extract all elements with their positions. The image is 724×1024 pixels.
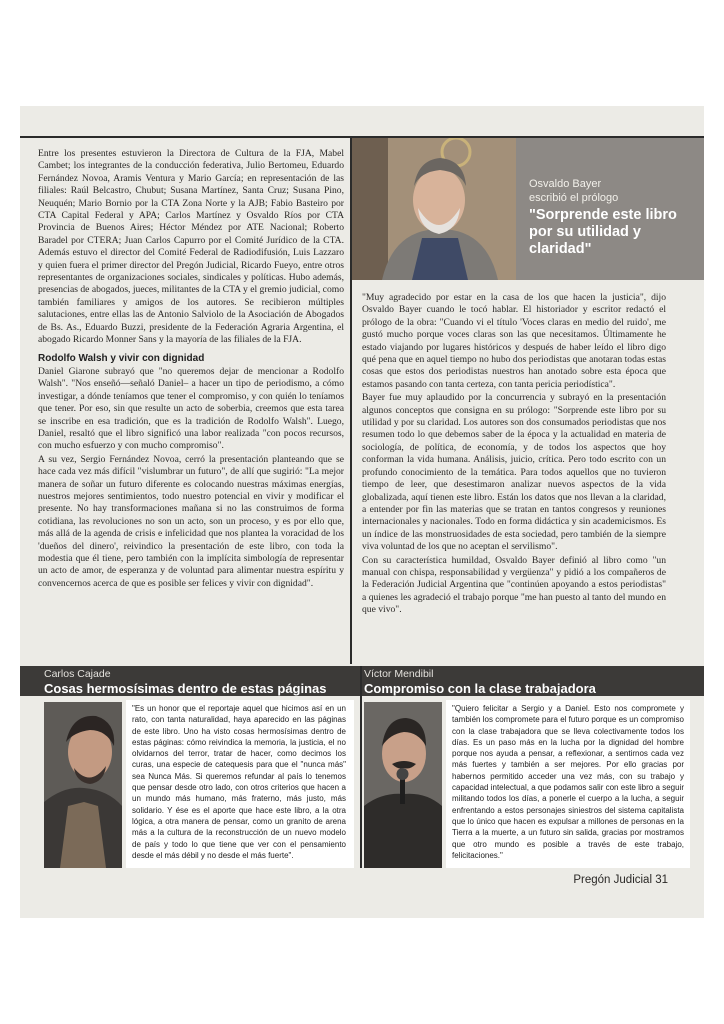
right-paragraph-3: Con su característica humildad, Osvaldo Bayer definió al libro como "un manual con chispa, responsabilidad y vergüenza" y pidió a los compañeros de la Federación Judicial Argentina que "continúen apoyando a estos periodistas" a quienes les agradeció el trabajo porque "me han puesto al tanto del mundo en que vivo".	[362, 554, 666, 616]
left-paragraph-1: Entre los presentes estuvieron la Directora de Cultura de la FJA, Mabel Cambet; los integrantes de la conducción federativa, Julio Bertomeu, Eduardo Fernández Novoa, Aramis Ventura y Mario García; en representación de las filiales: Raúl Belcastro, Chubut; Susana Martínez, Santa Cruz; Susana Pino, Neuquén; Mario Bornio por la CTA Zona Norte y la AJB; Fabio Basteiro por CTA Capital Federal y APA; Carlos Martínez y Osvaldo Ríos por CTA Provincia de Buenos Aires; Héctor Méndez por ATE Nacional; Roberto Baradel por CTERA; Juan Carlos Capurro por el Comité Jurídico de la CTA. Además estuvo el director del Comité Federal de Radiodifusión, Luis Lazzaro y quien fuera el primer director del Pregón Judicial, Ricardo Fueyo, entre otros representantes de organizaciones sociales, sindicales y políticas. Hubo además, presencias de abogados, jueces, militantes de la CTA y el gremio judicial, como también familiares y amigos de los autores. Se recibieron múltiples salutaciones, entre ellas las de Antonio Salviolo de la Asociación de Abogados de Bs. As., Eduardo Buzzi, presidente de la Federación Agraria Argentina, el abogado Ricardo Monner Sans y la mayoría de las filiales de la FJA.	[38, 148, 344, 346]
left-paragraph-2: Daniel Giarone subrayó que "no queremos dejar de mencionar a Rodolfo Walsh". "Nos enseñó—señaló Daniel– a hacer un tipo de periodismo, a cómo investigar, a dónde teníamos que tener el compromiso, y con quién lo teníamos que tener. Por eso, sin que resulte un acto de soberbia, creemos que esta tarea se inscribe en esa tradición, que es la tradición de Rodolfo Walsh". Luego, Daniel, resaltó que el libro significó una labor realizada "con pocos recursos, con mucho esfuerzo y con mucho compromiso".	[38, 365, 344, 452]
left-paragraph-3: A su vez, Sergio Fernández Novoa, cerró la presentación planteando que se hace cada vez más difícil "vislumbrar un futuro", de allí que sugirió: "La mejor manera de soñar un futuro diferente es colocando nuestras máximas energías, nuestros mejores sentimientos, todo nuestro potencial en vivir y modificar el presente. No hay transformaciones mañana si no las construimos de forma cotidiana, las revoluciones no son un acto, son un proceso, y es por ello que, más allá de la agenda de crisis e infelicidad que nos plantea la voracidad de los 'dueños del dinero', reivindico la presentación de este libro, con toda la modestia que él tiene, pero también con la implícita simbología de representar un acto de amor, de esperanza y de voluntad para alimentar nuestra espíritu y convencernos acerca de que es posible ser felices y vivir con dignidad".	[38, 453, 344, 589]
mendibil-title: Compromiso con la clase trabajadora	[364, 681, 596, 696]
left-column	[38, 148, 344, 596]
mendibil-quote: "Quiero felicitar a Sergio y a Daniel. Esto nos compromete y también los compromete para el futuro porque es un compromiso con la clase trabajadora que se lleva colectivamente todos los días. Es un paso más en la lucha por la dignidad del hombre porque nos ayuda a pensar, a reflexionar, a sentirnos cada vez más fuertes y también a ser mejores. Por ello gracias por habernos permitido acceder una vez más, con su trabajo y capacidad intelectual, a que podamos salir con este libro a seguir militando todos los días, a ponerle el cuerpo a la lucha, a seguir enfrentando a estos personajes siniestros del sistema capitalista que lo único que hacen es expulsar a millones de personas en la Tierra a la muerte, a un futuro sin salida, gracias por mostramos que otro mundo es posible a través de este trabajo, felicitaciones."	[452, 704, 684, 860]
right-paragraph-1: "Muy agradecido por estar en la casa de los que hacen la justicia", dijo Osvaldo Bayer cuando le tocó hablar. El historiador y escritor redactó el prólogo de la obra: "Cuando vi el título 'Voces claras en medio del ruido', me gustó mucho porque voces claras son las que necesitamos. Últimamente he estado viajando por lugares históricos y después de haber leído el libro digo qué pena que en aquel tiempo no hubo dos periodistas que anotaran todas estas cosas que estos dos periodistas nuestros han anotado sobre esta época que estamos pasando con tanta certeza, con tanta pericia periodística".	[362, 292, 666, 390]
bayer-photo	[352, 138, 516, 280]
mendibil-name: Víctor Mendibil	[364, 668, 434, 680]
cajade-photo	[44, 702, 122, 868]
right-paragraph-2: Bayer fue muy aplaudido por la concurrencia y subrayó en la presentación algunos conceptos que consigna en su prólogo: "Sorprende este libro por su utilidad y por su claridad. Los autores son dos consumados periodistas que nos resumen todo lo que debemos saber de la época y la actualidad en materia de sociología, de política, de economía, y de todos los aspectos que hoy conforman la vida humana. Análisis, juicio, crítica. Pero todo escrito con un profundo conocimiento de la temática. Para todos aquellos que no tuvieron tiempo de leer, que desestimaron analizar nuevos aspectos de la vida globalizada, aquí tienen este libro. Están los datos que nos llevan a la claridad, a entender por fin las materias que se tratan en tantos congresos y reuniones internacionales y nacionales. Todo en forma didáctica y sin academicismos. Es un índice de las monstruosidades de esta sociedad, pero también de la siempre viva voluntad de los que no aceptan el servilismo".	[362, 392, 666, 553]
bottom-divider	[360, 666, 362, 868]
cajade-title: Cosas hermosísimas dentro de estas páginas	[44, 681, 327, 696]
cajade-name: Carlos Cajade	[44, 668, 111, 680]
subheading: Rodolfo Walsh y vivir con dignidad	[38, 352, 205, 364]
right-column	[362, 292, 666, 618]
bayer-quote: "Sorprende este libro por su utilidad y claridad"	[529, 207, 677, 257]
page-footer: Pregón Judicial 31	[573, 874, 668, 886]
cajade-quote: "Es un honor que el reportaje aquel que hicimos así en un rato, con tanta naturalidad, haya aparecido en las páginas de este libro. Uno ha visto cosas hermosísimas dentro de estas páginas: cómo reivindica la memoria, la justicia, el no olvidarnos del terror, tratar de hacer, como decimos los curas, una especie de catequesis para que el "nunca más" sea Nunca Más. Si queremos refundar al país lo tenemos que pensar desde otro lado, con otros criterios que hacen a un mundo más humano, más fraterno, más justo, más solidario. Y ése es el aporte que hace este libro, a la otra lógica, a otra manera de pensar, como un granito de arena más a la cultura de la reconstrucción de un nuevo modelo de país y todo lo que tiene que ver con el pensamiento desde el más débil y no desde el más fuerte".	[132, 704, 346, 860]
mendibil-photo	[364, 702, 442, 868]
bayer-name: Osvaldo Bayer	[529, 178, 602, 190]
bayer-subtitle: escribió el prólogo	[529, 192, 619, 204]
